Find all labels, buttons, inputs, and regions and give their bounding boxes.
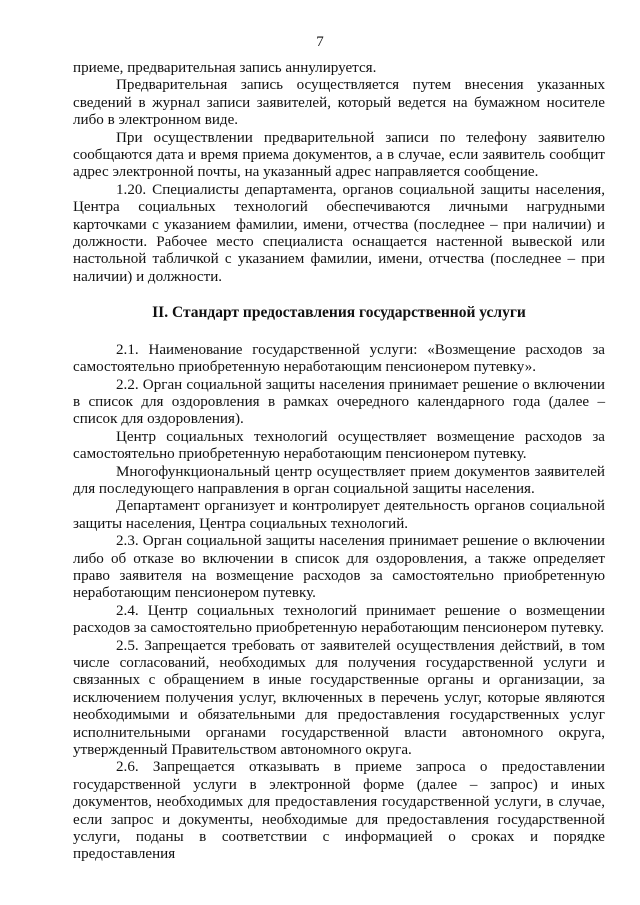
paragraph: 2.4. Центр социальных технологий принимает решение о возмещении расходов за самостоятельно приобретенную неработающим пенсионером путевку. [73,602,605,637]
page-number: 7 [316,34,324,50]
paragraph: Департамент организует и контролирует деятельность органов социальной защиты населения, Центра социальных технологий. [73,498,605,532]
paragraph: 2.1. Наименование государственной услуги: «Возмещение расходов за самостоятельно приобретенную неработающим пенсионером путевку». [73,341,605,376]
paragraph: 1.20. Специалисты департамента, органов социальной защиты населения, Центра социальных технологий обеспечиваются личными нагрудными карточками с указанием фамилии, имени, отчества (последнее – при наличии) и должности. Рабочее место специалиста оснащается настенной вывеской или настольной табличкой с указанием фамилии, имени, отчества (последнее – при наличии) и должности. [73,181,605,285]
paragraph: Центр социальных технологий осуществляет возмещение расходов за самостоятельно приобретенную неработающим пенсионером путевку. [73,428,605,463]
paragraph: 2.3. Орган социальной защиты населения принимает решение о включении либо об отказе во включении в список для оздоровления, а также определяет право заявителя на возмещение расходов за самостоятельно приобретенную неработающим пенсионером путевку. [73,533,605,602]
paragraph: Предварительная запись осуществляется путем внесения указанных сведений в журнал записи заявителей, который ведется на бумажном носителе либо в электронном виде. [73,77,605,129]
section-heading: II. Стандарт предоставления государственной услуги [152,304,526,322]
paragraph: 2.6. Запрещается отказывать в приеме запроса о предоставлении государственной услуги в электронной форме (далее – запрос) и иных документов, необходимых для предоставления государственной услуги, в случае, если запрос и документы, необходимые для предоставления государственной услуги, поданы в соответствии с информацией о сроках и порядке предоставления [73,759,605,863]
document-body [73,60,605,864]
paragraph: При осуществлении предварительной записи по телефону заявителю сообщаются дата и время приема документов, а в случае, если заявитель сообщит адрес электронной почты, на указанный адрес направляется сообщение. [73,129,605,181]
paragraph: 2.2. Орган социальной защиты населения принимает решение о включении в список для оздоровления в рамках очередного календарного года (далее – список для оздоровления). [73,376,605,428]
paragraph: 2.5. Запрещается требовать от заявителей осуществления действий, в том числе согласований, необходимых для получения государственной услуги и связанных с обращением в иные государственные органы и организации, за исключением получения услуг, включенных в перечень услуг, которые являются необходимыми и обязательными для предоставления государственных услуг исполнительными органами государственной власти автономного округа, утвержденный Правительством автономного округа. [73,637,605,759]
paragraph: Многофункциональный центр осуществляет прием документов заявителей для последующего направления в орган социальной защиты населения. [73,463,605,497]
paragraph: приеме, предварительная запись аннулируется. [73,60,377,76]
